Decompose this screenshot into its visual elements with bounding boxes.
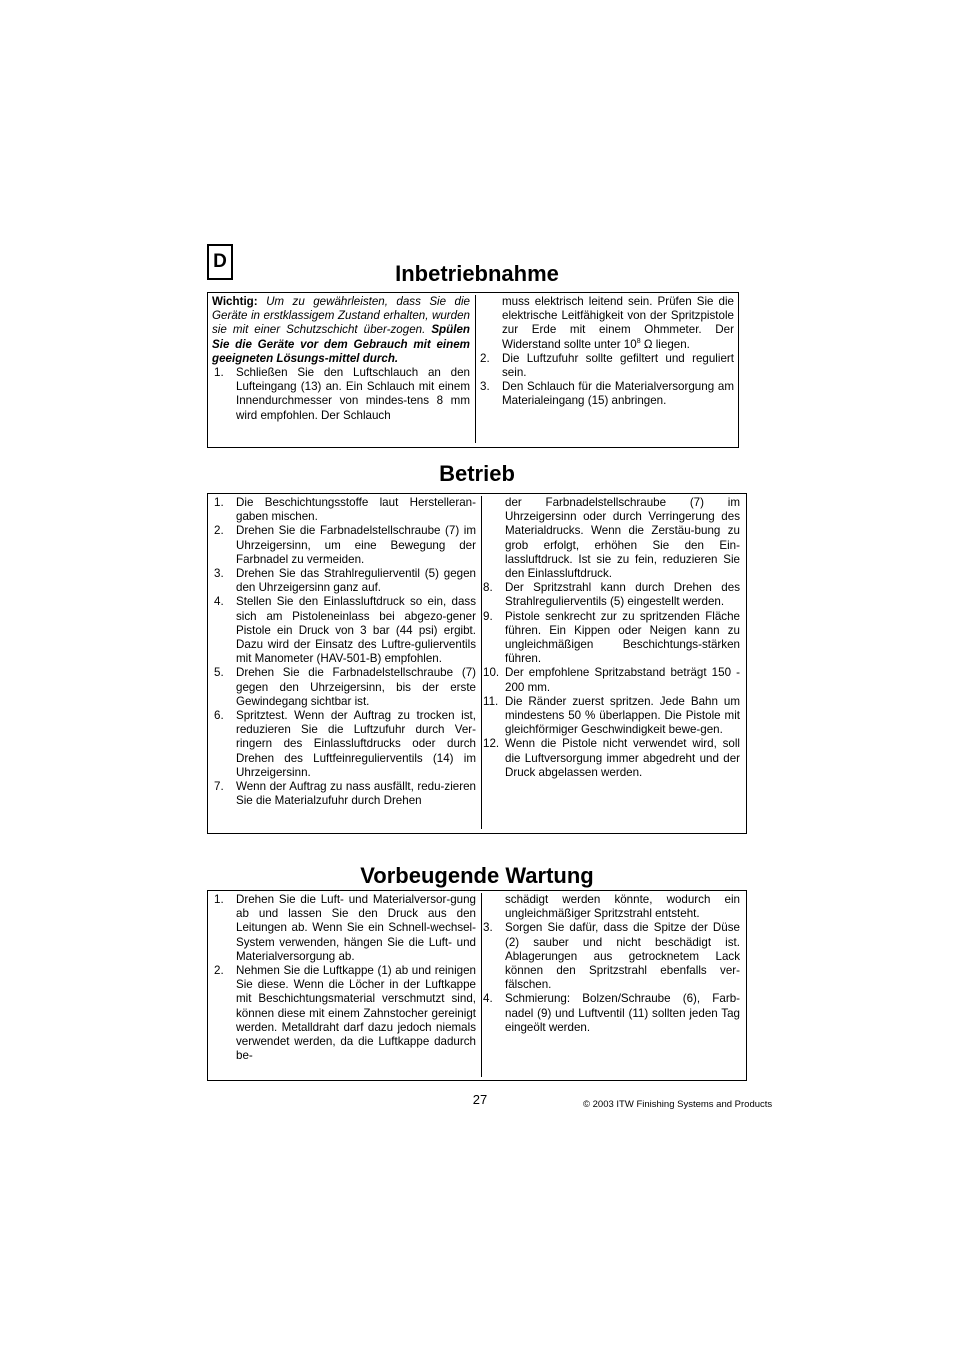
list-number: 1. [214, 366, 224, 380]
betrieb-box [207, 493, 747, 834]
list-number: 12. [483, 737, 500, 751]
list-text: Drehen Sie die Farbnadelstellschraube (7) im Uhrzeigersinn, um eine Bewegung der Farbnadel zu vermeiden. [236, 524, 476, 566]
list-number: 1. [214, 496, 224, 509]
wartung-box [207, 890, 747, 1081]
list-number: 5. [214, 666, 224, 680]
section-title-wartung: Vorbeugende Wartung [360, 863, 594, 888]
list-text: Schmierung: Bolzen/Schraube (6), Farb-nadel (9) und Luftventil (11) sollten jeden Tag eingeölt werden. [505, 992, 740, 1034]
continuation-text-end: Ω liegen. [643, 337, 690, 351]
continuation-text: muss elektrisch leitend sein. Prüfen Sie die elektrische Leitfähigkeit von der Spritzpistole zur Erde mit einem Ohmmeter. Der Widerstand sollte unter 10 [502, 295, 734, 351]
section-title-betrieb: Betrieb [439, 461, 515, 486]
list-text: Drehen Sie die Luft- und Materialversor-gung ab und lassen Sie den Druck aus den Leitungen ab. Wenn Sie ein Schnell-wechsel-System verwenden, hängen Sie die Luft- und Materialversorgung ab. [236, 893, 476, 963]
list-text: Der Spritzstrahl kann durch Drehen des Strahlregulierventils (5) eingestellt werden. [505, 581, 740, 609]
wartung-left-column [212, 893, 482, 1077]
list-item [478, 380, 734, 408]
betrieb-right-column [481, 496, 740, 780]
copyright-notice: © 2003 ITW Finishing Systems and Products [583, 1099, 773, 1110]
section-title-inbetriebnahme: Inbetriebnahme [395, 261, 559, 286]
list-number: 7. [214, 780, 224, 794]
list-number: 2. [214, 964, 224, 978]
list-number: 1. [214, 893, 224, 906]
list-number: 3. [214, 567, 224, 581]
betrieb-left-column [212, 496, 482, 829]
list-continuation: schädigt werden könnte, wodurch ein ungleichmäßiger Spritzstrahl entsteht. [505, 893, 740, 921]
list-text: Pistole senkrecht zur zu spritzenden Fläche führen. Ein Kippen oder Neigen kann zu ungleichmäßigen Beschichtungs-stärken führen. [505, 609, 740, 666]
important-italic-text: Um zu gewährleisten, dass Sie die Geräte in erstklassigem Zustand erhalten, wurden sie mit einer Schutzschicht über-zogen. [212, 295, 470, 337]
list-text: Die Beschichtungsstoffe laut Herstelleran-gaben mischen. [236, 496, 476, 524]
list-text: Spritztest. Wenn der Auftrag zu trocken ist, reduzieren Sie die Luftzufuhr durch Ver-ringern des Einlassluftdrucks oder durch Drehen des Luftfeinregulierventils (14) im Uhrzeigersinn. [236, 709, 476, 779]
page-number: 27 [472, 1092, 488, 1107]
inbetriebnahme-left-column [212, 295, 476, 443]
wartung-right-column [481, 893, 740, 1035]
list-number: 11. [483, 694, 499, 708]
list-number: 2. [214, 524, 224, 538]
list-continuation: der Farbnadelstellschraube (7) im Uhrzeigersinn oder durch Verringerung des Materialdrucks. Wenn die Zerstäu-bung zu grob erfolgt, erhöhen Sie den Ein-lassluftdruck. Ist sie zu fein, reduzieren Sie den Einlassluftdruck. [505, 496, 740, 581]
list-text: Wenn die Pistole nicht verwendet wird, soll die Luftversorgung immer abgedreht und der Druck abgelassen werden. [505, 737, 740, 779]
list-number: 9. [483, 609, 493, 623]
list-text: Die Ränder zuerst spritzen. Jede Bahn um mindestens 50 % überlappen. Die Pistole mit gleichförmiger Geschwindigkeit bewe-gen. [505, 694, 740, 737]
list-text: Stellen Sie den Einlassluftdruck so ein, dass sich am Pistoleneinlass bei abgezo-gener Pistole ein Druck von 3 bar (44 psi) ergibt. Dazu wird der Einsatz des Luftre-gulierventils mit Manometer (HAV-501-B) empfohlen. [236, 595, 476, 666]
list-text: Der empfohlene Spritzabstand beträgt 150 - 200 mm. [505, 666, 740, 694]
important-bold-text: Spülen Sie die Geräte vor dem Gebrauch mit einem geeigneten Lösungs-mittel durch. [212, 323, 470, 365]
list-text: Schließen Sie den Luftschlauch an den Lufteingang (13) an. Ein Schlauch mit einem Innendurchmesser von mindes-tens 8 mm wird empfohlen. Der Schlauch [236, 366, 470, 422]
list-item [212, 366, 470, 423]
list-text: Die Luftzufuhr sollte gefiltert und reguliert sein. [502, 351, 734, 380]
language-tag: D [207, 244, 233, 280]
inbetriebnahme-right-column [478, 295, 734, 409]
list-text: Den Schlauch für die Materialversorgung am Materialeingang (15) anbringen. [502, 380, 734, 408]
inbetriebnahme-box [207, 292, 739, 448]
list-number: 4. [214, 595, 224, 609]
list-number: 4. [483, 992, 493, 1006]
important-note [212, 295, 470, 366]
list-number: 2. [480, 351, 490, 365]
list-number: 3. [483, 921, 493, 935]
exponent: 8 [636, 337, 641, 345]
list-text: Wenn der Auftrag zu nass ausfällt, redu-zieren Sie die Materialzufuhr durch Drehen [236, 780, 476, 808]
list-number: 8. [483, 581, 493, 595]
list-number: 3. [480, 380, 490, 394]
list-text: Drehen Sie die Farbnadelstellschraube (7) gegen den Uhrzeigersinn, bis der erste Gewindegang sichtbar ist. [236, 666, 476, 708]
list-text: Drehen Sie das Strahlregulierventil (5) gegen den Uhrzeigersinn ganz auf. [236, 567, 476, 595]
list-number: 10. [483, 666, 500, 680]
list-text: Nehmen Sie die Luftkappe (1) ab und reinigen Sie diese. Wenn die Löcher in der Luftkappe mit Beschichtungsmaterial verschmutzt sind, können diese mit einem Zahnstocher gereinigt werden. Metalldraht darf dazu jedoch niemals verwendet werden, da die Luftkappe dadurch be- [236, 964, 476, 1063]
list-text: Sorgen Sie dafür, dass die Spitze der Düse (2) sauber und nicht beschädigt ist. Ablagerungen aus getrocknetem Lack können den Spritzstrahl ebenfalls ver-fälschen. [505, 921, 740, 992]
list-number: 6. [214, 709, 224, 723]
important-label: Wichtig: [212, 295, 258, 308]
list-item [478, 352, 734, 380]
list-continuation [478, 295, 734, 352]
